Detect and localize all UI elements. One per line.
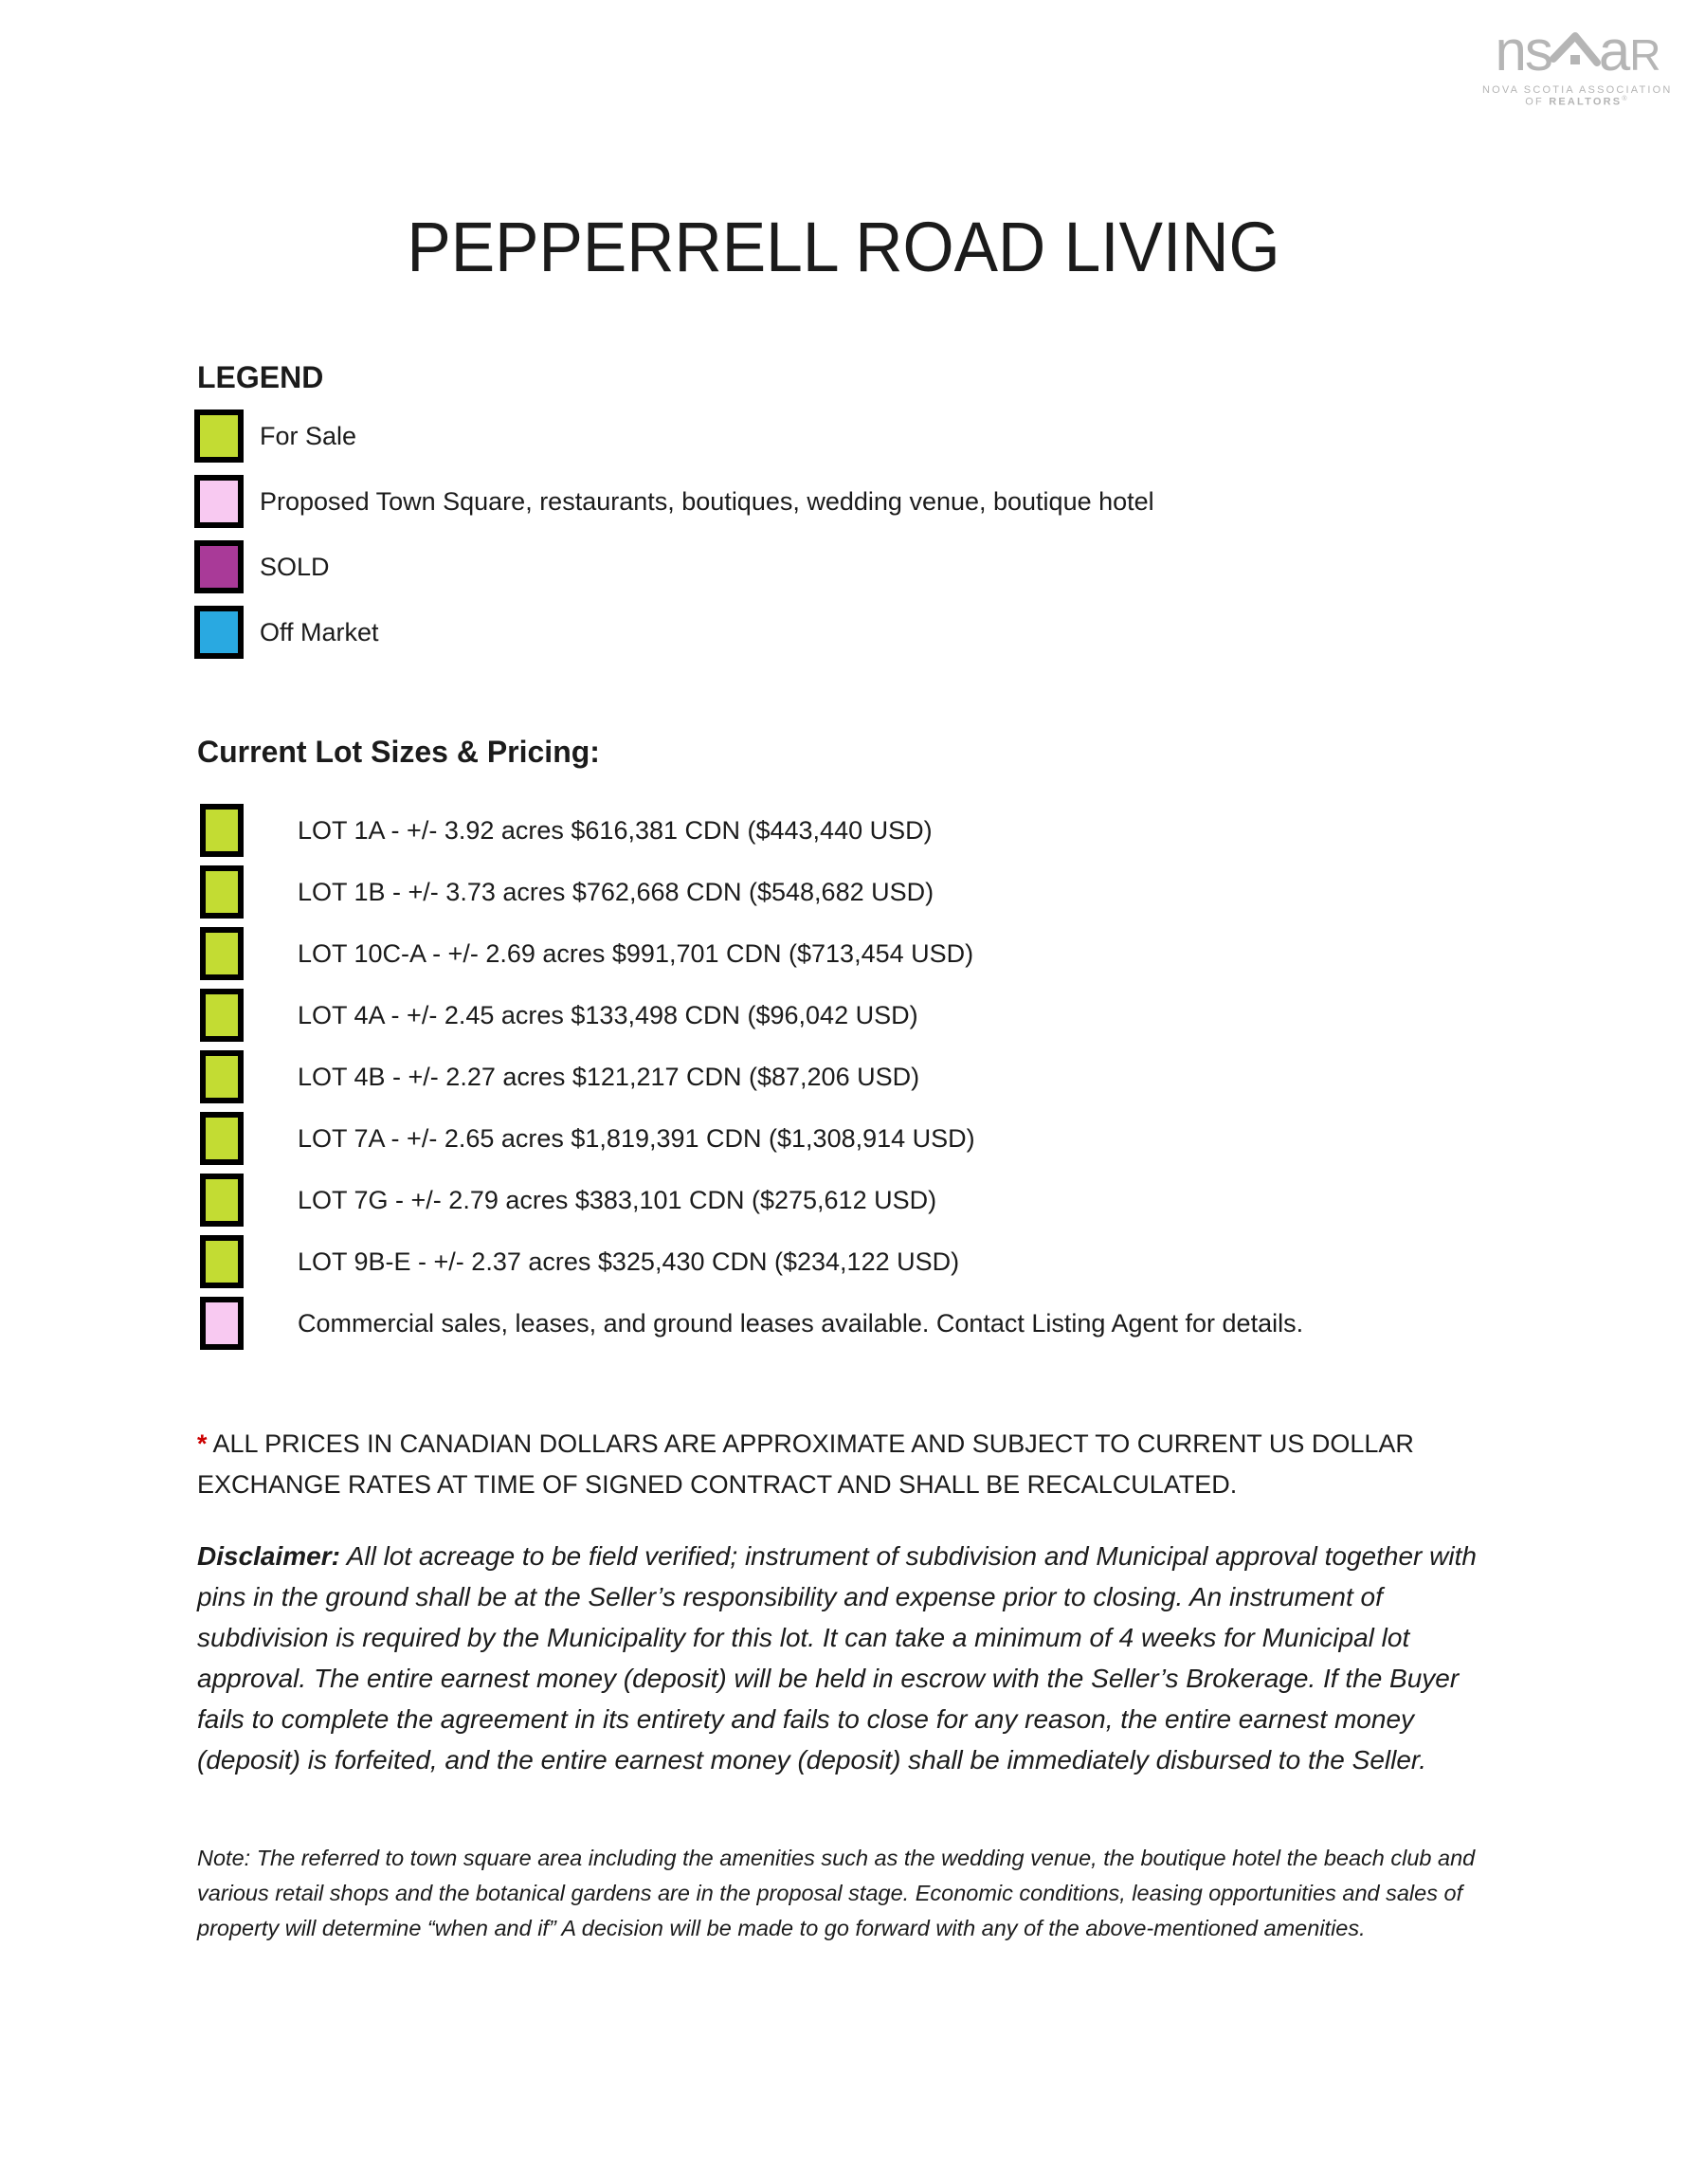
note-label: Note: (197, 1846, 251, 1870)
lot-row-4a (200, 989, 1303, 1042)
logo-association-line: NOVA SCOTIA ASSOCIATION (1482, 84, 1673, 96)
logo-realtors-line: OF REALTORS® (1525, 96, 1629, 108)
proposed-swatch (194, 475, 244, 528)
price-note (197, 1424, 1420, 1505)
price-note-text: ALL PRICES IN CANADIAN DOLLARS ARE APPROXIMATE AND SUBJECT TO CURRENT US DOLLAR EXCHANGE RATES AT TIME OF SIGNED CONTRACT AND SHALL BE RECALCULATED. (197, 1429, 1414, 1499)
lot-row-9b-e (200, 1235, 1303, 1288)
lot-label: LOT 9B-E - +/- 2.37 acres $325,430 CDN ($234,122 USD) (298, 1247, 960, 1276)
lot-row-7g (200, 1174, 1303, 1227)
lot-label: LOT 4B - +/- 2.27 acres $121,217 CDN ($87,206 USD) (298, 1062, 920, 1091)
lot-label: LOT 7A - +/- 2.65 acres $1,819,391 CDN ($1,308,914 USD) (298, 1123, 975, 1153)
page-title: PEPPERRELL ROAD LIVING (407, 208, 1280, 286)
lot-row-1a (200, 804, 1303, 857)
sold-swatch (194, 540, 244, 593)
lot-label: Commercial sales, leases, and ground leases available. Contact Listing Agent for details. (298, 1308, 1304, 1338)
proposal-note (197, 1841, 1515, 1946)
lot-status-swatch (200, 989, 244, 1042)
lot-status-swatch (200, 1174, 244, 1227)
legend-item-for-sale (194, 410, 1154, 463)
lot-row-10c-a (200, 927, 1303, 980)
nsar-logo-wordmark (1482, 19, 1672, 82)
for-sale-swatch (194, 410, 244, 463)
red-asterisk: * (197, 1429, 208, 1458)
logo-ns-text: ns (1495, 19, 1551, 82)
lot-status-swatch (200, 927, 244, 980)
lot-status-swatch (200, 865, 244, 919)
lot-row-4b (200, 1050, 1303, 1103)
lot-label: LOT 1A - +/- 3.92 acres $616,381 CDN ($443,440 USD) (298, 815, 933, 845)
legend-item-sold (194, 540, 1154, 593)
legend-item-off-market (194, 606, 1154, 659)
lot-list (200, 804, 1303, 1358)
house-roof-icon (1549, 28, 1602, 78)
legend-label: SOLD (260, 552, 330, 581)
legend-label: Proposed Town Square, restaurants, boutiques, wedding venue, boutique hotel (260, 486, 1154, 516)
legend-list (194, 410, 1154, 671)
lot-label: LOT 1B - +/- 3.73 acres $762,668 CDN ($548,682 USD) (298, 877, 934, 906)
note-text: The referred to town square area including the amenities such as the wedding venue, the boutique hotel the beach club and various retail shops and the botanical gardens are in the proposal stage. Economic conditions, leasing opportunities and sales of property will determine “when and if” A decision will be made to go forward with any of the above-mentioned amenities. (197, 1846, 1476, 1940)
lot-status-swatch (200, 1112, 244, 1165)
lot-status-swatch (200, 804, 244, 857)
lot-row-1b (200, 865, 1303, 919)
lot-status-swatch (200, 1050, 244, 1103)
legend-label: Off Market (260, 617, 379, 646)
lot-status-swatch (200, 1235, 244, 1288)
logo-a-text: a (1598, 19, 1629, 82)
nsar-logo (1482, 19, 1673, 108)
lot-row-7a (200, 1112, 1303, 1165)
legend-label: For Sale (260, 421, 357, 450)
pricing-heading: Current Lot Sizes & Pricing: (197, 735, 600, 769)
commercial-status-swatch (200, 1297, 244, 1350)
lot-row-commercial (200, 1297, 1303, 1350)
off-market-swatch (194, 606, 244, 659)
lot-label: LOT 7G - +/- 2.79 acres $383,101 CDN ($275,612 USD) (298, 1185, 937, 1214)
disclaimer-label: Disclaimer: (197, 1541, 340, 1571)
legend-item-proposed (194, 475, 1154, 528)
lot-label: LOT 10C-A - +/- 2.69 acres $991,701 CDN ($713,454 USD) (298, 938, 974, 968)
logo-r-text: R (1629, 30, 1660, 80)
registered-mark: ® (1622, 96, 1629, 102)
disclaimer (197, 1536, 1491, 1780)
lot-label: LOT 4A - +/- 2.45 acres $133,498 CDN ($96,042 USD) (298, 1000, 918, 1029)
disclaimer-text: All lot acreage to be field verified; instrument of subdivision and Municipal approval together with pins in the ground shall be at the Seller’s responsibility and expense prior to closing. An instrument of subdivision is required by the Municipality for this lot. It can take a minimum of 4 weeks for Municipal lot approval. The entire earnest money (deposit) will be held in escrow with the Seller’s Brokerage. If the Buyer fails to complete the agreement in its entirety and fails to close for any reason, the entire earnest money (deposit) is forfeited, and the entire earnest money (deposit) shall be immediately disbursed to the Seller. (197, 1541, 1477, 1774)
legend-heading: LEGEND (197, 360, 324, 394)
